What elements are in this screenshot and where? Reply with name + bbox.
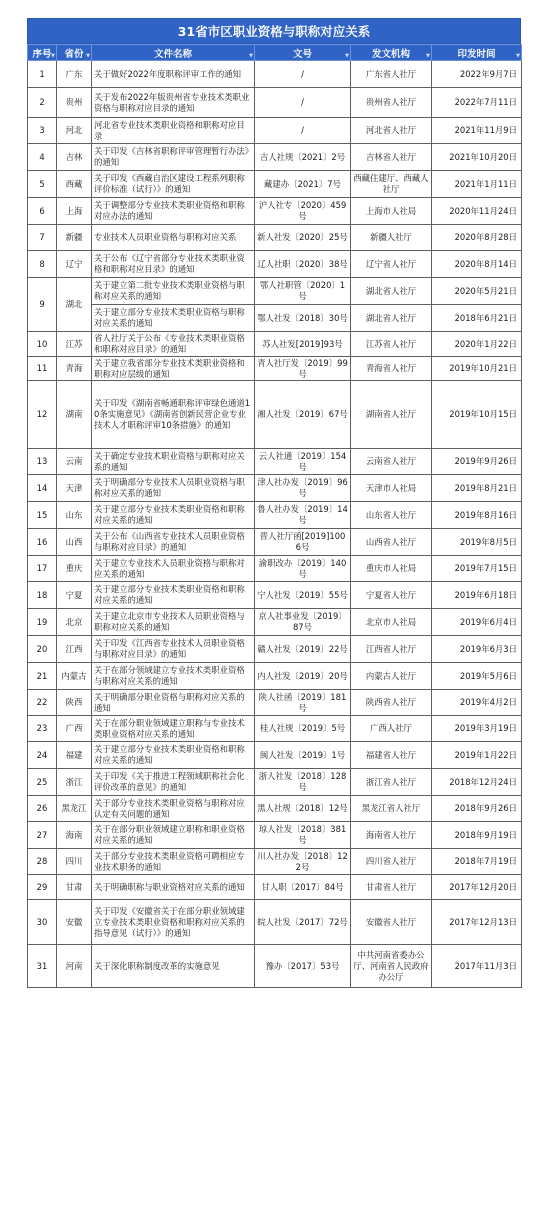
table-row (28, 225, 522, 251)
cell-province[interactable]: 湖南 (57, 381, 92, 449)
cell-province[interactable]: 安徽 (57, 900, 92, 945)
cell-index[interactable]: 17 (28, 556, 57, 582)
cell-document-name[interactable]: 关于印发《江西省专业技术人员职业资格与职称对应目录》的通知 (92, 636, 255, 663)
cell-index[interactable]: 1 (28, 61, 57, 88)
cell-index[interactable]: 27 (28, 822, 57, 849)
cell-issuing-agency[interactable]: 新疆人社厅 (351, 225, 432, 251)
cell-issue-date[interactable]: 2022年7月11日 (432, 88, 522, 118)
cell-index[interactable]: 24 (28, 742, 57, 769)
cell-issuing-agency[interactable]: 上海市人社局 (351, 198, 432, 225)
cell-issue-date[interactable]: 2019年1月22日 (432, 742, 522, 769)
cell-issue-date[interactable]: 2017年11月3日 (432, 945, 522, 988)
cell-issuing-agency[interactable]: 青海省人社厅 (351, 357, 432, 381)
cell-document-name[interactable]: 关于在部分职业领域建立职称和职业资格对应关系的通知 (92, 822, 255, 849)
cell-issuing-agency[interactable]: 内蒙古人社厅 (351, 663, 432, 690)
cell-issue-date[interactable]: 2019年3月19日 (432, 716, 522, 742)
header-index[interactable]: 序号 ▼ (28, 45, 57, 61)
cell-index[interactable]: 19 (28, 609, 57, 636)
header-province[interactable]: 省份 ▼ (57, 45, 92, 61)
cell-issuing-agency[interactable]: 湖北省人社厅 (351, 305, 432, 332)
cell-province[interactable]: 云南 (57, 449, 92, 475)
cell-issue-date[interactable]: 2019年8月16日 (432, 502, 522, 529)
table-row (28, 769, 522, 796)
cell-document-number[interactable]: 桂人社规〔2019〕5号 (255, 716, 351, 742)
cell-document-number[interactable]: 湘人社发〔2019〕67号 (255, 381, 351, 449)
cell-index[interactable]: 28 (28, 849, 57, 875)
cell-document-name[interactable]: 关于调整部分专业技术类职业资格和职称对应办法的通知 (92, 198, 255, 225)
cell-document-number[interactable]: 吉人社规〔2021〕2号 (255, 144, 351, 171)
table-row (28, 381, 522, 449)
cell-index[interactable]: 26 (28, 796, 57, 822)
table-row (28, 582, 522, 609)
cell-issuing-agency[interactable]: 贵州省人社厅 (351, 88, 432, 118)
cell-document-name[interactable]: 关于明确部分职业资格与职称对应关系的通知 (92, 690, 255, 716)
cell-document-name[interactable]: 关于确定专业技术职业资格与职称对应关系的通知 (92, 449, 255, 475)
table-row (28, 305, 522, 332)
cell-document-number[interactable]: 云人社通〔2019〕154号 (255, 449, 351, 475)
cell-issue-date[interactable]: 2019年4月2日 (432, 690, 522, 716)
cell-document-name[interactable]: 关于印发《西藏自治区建设工程系列职称评价标准（试行）》的通知 (92, 171, 255, 198)
table-row (28, 663, 522, 690)
cell-issue-date[interactable]: 2020年8月14日 (432, 251, 522, 278)
cell-province[interactable]: 广西 (57, 716, 92, 742)
cell-document-number[interactable]: 闽人社发〔2019〕1号 (255, 742, 351, 769)
cell-document-name[interactable]: 关于印发《湖南省畅通职称评审绿色通道10条实施意见》《湖南省创新民营企业专业技术人才职称评审10条措施》的通知 (92, 381, 255, 449)
cell-index[interactable]: 8 (28, 251, 57, 278)
table-row (28, 556, 522, 582)
cell-issue-date[interactable]: 2021年10月20日 (432, 144, 522, 171)
table-row (28, 332, 522, 357)
cell-document-number[interactable]: 青人社厅发〔2019〕99号 (255, 357, 351, 381)
cell-issue-date[interactable]: 2018年12月24日 (432, 769, 522, 796)
table-row (28, 529, 522, 556)
cell-issuing-agency[interactable]: 福建省人社厅 (351, 742, 432, 769)
cell-document-name[interactable]: 关于在部分职业领域建立职称与专业技术类职业资格对应关系的通知 (92, 716, 255, 742)
cell-issuing-agency[interactable]: 北京市人社局 (351, 609, 432, 636)
cell-document-number[interactable]: 苏人社发[2019]93号 (255, 332, 351, 357)
header-row (28, 45, 522, 61)
filter-dropdown-icon[interactable]: ▼ (86, 53, 90, 59)
cell-index[interactable]: 9 (28, 278, 57, 332)
cell-province[interactable]: 海南 (57, 822, 92, 849)
cell-province[interactable]: 贵州 (57, 88, 92, 118)
cell-document-number[interactable]: / (255, 88, 351, 118)
table-row (28, 475, 522, 502)
cell-document-name[interactable]: 关于建立部分专业技术类职业资格与职称对应关系的通知 (92, 305, 255, 332)
cell-index[interactable]: 22 (28, 690, 57, 716)
cell-issuing-agency[interactable]: 湖南省人社厅 (351, 381, 432, 449)
cell-province[interactable]: 江苏 (57, 332, 92, 357)
cell-province[interactable]: 新疆 (57, 225, 92, 251)
cell-document-name[interactable]: 关于部分专业技术类职业资格可聘相应专业技术职务的通知 (92, 849, 255, 875)
table-row (28, 88, 522, 118)
cell-issue-date[interactable]: 2020年1月22日 (432, 332, 522, 357)
cell-issue-date[interactable]: 2018年6月21日 (432, 305, 522, 332)
cell-province[interactable]: 内蒙古 (57, 663, 92, 690)
cell-issue-date[interactable]: 2017年12月20日 (432, 875, 522, 900)
cell-issue-date[interactable]: 2018年9月26日 (432, 796, 522, 822)
cell-issue-date[interactable]: 2017年12月13日 (432, 900, 522, 945)
cell-province[interactable]: 重庆 (57, 556, 92, 582)
cell-document-name[interactable]: 关于明确部分专业技术人员职业资格与职称对应关系的通知 (92, 475, 255, 502)
cell-province[interactable]: 宁夏 (57, 582, 92, 609)
cell-issuing-agency[interactable]: 广东省人社厅 (351, 61, 432, 88)
cell-document-number[interactable]: 晋人社厅函[2019]1006号 (255, 529, 351, 556)
cell-issuing-agency[interactable]: 湖北省人社厅 (351, 278, 432, 305)
header-issuing-agency[interactable]: 发文机构 ▼ (351, 45, 432, 61)
cell-province[interactable]: 山西 (57, 529, 92, 556)
cell-issue-date[interactable]: 2019年10月21日 (432, 357, 522, 381)
table-row (28, 849, 522, 875)
cell-index[interactable]: 2 (28, 88, 57, 118)
cell-province[interactable]: 山东 (57, 502, 92, 529)
cell-province[interactable]: 西藏 (57, 171, 92, 198)
cell-document-name[interactable]: 河北省专业技术类职业资格和职称对应目录 (92, 118, 255, 144)
cell-index[interactable]: 12 (28, 381, 57, 449)
cell-index[interactable]: 5 (28, 171, 57, 198)
cell-province[interactable]: 江西 (57, 636, 92, 663)
table-row (28, 822, 522, 849)
cell-issue-date[interactable]: 2018年9月19日 (432, 822, 522, 849)
table-row (28, 198, 522, 225)
cell-province[interactable]: 天津 (57, 475, 92, 502)
cell-document-name[interactable]: 关于在部分领域建立专业技术类职业资格与职称对应关系的通知 (92, 663, 255, 690)
qualification-table (27, 44, 522, 988)
cell-issuing-agency[interactable]: 甘肃省人社厅 (351, 875, 432, 900)
cell-issuing-agency[interactable]: 浙江省人社厅 (351, 769, 432, 796)
filter-dropdown-icon[interactable]: ▼ (51, 53, 55, 59)
table-row (28, 636, 522, 663)
cell-province[interactable]: 河南 (57, 945, 92, 988)
cell-index[interactable]: 6 (28, 198, 57, 225)
cell-issue-date[interactable]: 2019年7月15日 (432, 556, 522, 582)
cell-issuing-agency[interactable]: 河北省人社厅 (351, 118, 432, 144)
filter-dropdown-icon[interactable]: ▼ (249, 53, 253, 59)
cell-index[interactable]: 14 (28, 475, 57, 502)
cell-issue-date[interactable]: 2021年1月11日 (432, 171, 522, 198)
table-row (28, 609, 522, 636)
cell-index[interactable]: 30 (28, 900, 57, 945)
cell-document-number[interactable]: / (255, 61, 351, 88)
cell-index[interactable]: 3 (28, 118, 57, 144)
header-document-number[interactable]: 文号 ▼ (255, 45, 351, 61)
cell-index[interactable]: 10 (28, 332, 57, 357)
cell-document-name[interactable]: 关于印发《吉林省职称评审管理暂行办法》的通知 (92, 144, 255, 171)
table-row (28, 690, 522, 716)
cell-document-number[interactable]: 鄂人社发〔2018〕30号 (255, 305, 351, 332)
filter-dropdown-icon[interactable]: ▼ (345, 53, 349, 59)
cell-document-name[interactable]: 关于发布2022年版贵州省专业技术类职业资格与职称对应目录的通知 (92, 88, 255, 118)
cell-document-number[interactable]: 川人社办发〔2018〕122号 (255, 849, 351, 875)
cell-issuing-agency[interactable]: 宁夏省人社厅 (351, 582, 432, 609)
cell-document-number[interactable]: 黑人社规〔2018〕12号 (255, 796, 351, 822)
cell-province[interactable]: 青海 (57, 357, 92, 381)
cell-issuing-agency[interactable]: 重庆市人社局 (351, 556, 432, 582)
cell-index[interactable]: 4 (28, 144, 57, 171)
cell-document-number[interactable]: 渝职改办〔2019〕140号 (255, 556, 351, 582)
cell-document-name[interactable]: 关于建立专业技术人员职业资格与职称对应关系的通知 (92, 556, 255, 582)
table-row (28, 502, 522, 529)
cell-document-number[interactable]: 陕人社函〔2019〕181号 (255, 690, 351, 716)
cell-document-number[interactable]: 皖人社发〔2017〕72号 (255, 900, 351, 945)
cell-province[interactable]: 福建 (57, 742, 92, 769)
cell-document-number[interactable]: 浙人社发〔2018〕128号 (255, 769, 351, 796)
cell-document-number[interactable]: 京人社事业发〔2019〕87号 (255, 609, 351, 636)
cell-issue-date[interactable]: 2020年11月24日 (432, 198, 522, 225)
table-row (28, 716, 522, 742)
cell-issue-date[interactable]: 2020年8月28日 (432, 225, 522, 251)
cell-index[interactable]: 23 (28, 716, 57, 742)
header-issue-date[interactable]: 印发时间 ▼ (432, 45, 522, 61)
cell-issuing-agency[interactable]: 安徽省人社厅 (351, 900, 432, 945)
cell-document-number[interactable]: 赣人社发〔2019〕22号 (255, 636, 351, 663)
cell-document-number[interactable]: 甘人职〔2017〕84号 (255, 875, 351, 900)
cell-index[interactable]: 21 (28, 663, 57, 690)
cell-issuing-agency[interactable]: 山西省人社厅 (351, 529, 432, 556)
cell-document-name[interactable]: 专业技术人员职业资格与职称对应关系 (92, 225, 255, 251)
cell-index[interactable]: 11 (28, 357, 57, 381)
table-row (28, 357, 522, 381)
cell-province[interactable]: 甘肃 (57, 875, 92, 900)
cell-document-number[interactable]: 琼人社发〔2018〕381号 (255, 822, 351, 849)
cell-document-number[interactable]: / (255, 118, 351, 144)
cell-document-name[interactable]: 关于公布《辽宁省部分专业技术类职业资格和职称对应目录》的通知 (92, 251, 255, 278)
cell-province[interactable]: 北京 (57, 609, 92, 636)
cell-document-name[interactable]: 关于建立我省部分专业技术类职业资格和职称对应层级的通知 (92, 357, 255, 381)
cell-document-name[interactable]: 关于建立部分专业技术类职业资格和职称对应关系的通知 (92, 582, 255, 609)
cell-province[interactable]: 湖北 (57, 278, 92, 332)
table-row (28, 945, 522, 988)
cell-issue-date[interactable]: 2019年5月6日 (432, 663, 522, 690)
cell-document-name[interactable]: 关于建立部分专业技术类职业资格和职称对应关系的通知 (92, 742, 255, 769)
cell-document-number[interactable]: 沪人社专〔2020〕459号 (255, 198, 351, 225)
cell-index[interactable]: 25 (28, 769, 57, 796)
table-row (28, 796, 522, 822)
cell-issuing-agency[interactable]: 辽宁省人社厅 (351, 251, 432, 278)
table-row (28, 449, 522, 475)
cell-document-number[interactable]: 新人社发〔2020〕25号 (255, 225, 351, 251)
table-body (28, 61, 522, 988)
cell-document-name[interactable]: 关于深化职称制度改革的实施意见 (92, 945, 255, 988)
table-row (28, 742, 522, 769)
cell-document-name[interactable]: 关于做好2022年度职称评审工作的通知 (92, 61, 255, 88)
cell-issue-date[interactable]: 2019年8月21日 (432, 475, 522, 502)
cell-issuing-agency[interactable]: 吉林省人社厅 (351, 144, 432, 171)
cell-issue-date[interactable]: 2021年11月9日 (432, 118, 522, 144)
cell-document-name[interactable]: 关于印发《关于推进工程领域职称社会化评价改革的意见》的通知 (92, 769, 255, 796)
cell-document-number[interactable]: 内人社发〔2019〕20号 (255, 663, 351, 690)
cell-index[interactable]: 15 (28, 502, 57, 529)
cell-index[interactable]: 20 (28, 636, 57, 663)
cell-issue-date[interactable]: 2022年9月7日 (432, 61, 522, 88)
cell-issuing-agency[interactable]: 陕西省人社厅 (351, 690, 432, 716)
cell-issue-date[interactable]: 2019年8月5日 (432, 529, 522, 556)
cell-document-number[interactable]: 鲁人社办发〔2019〕14号 (255, 502, 351, 529)
cell-issuing-agency[interactable]: 西藏住建厅、西藏人社厅 (351, 171, 432, 198)
table-row (28, 278, 522, 305)
cell-document-name[interactable]: 关于印发《安徽省关于在部分职业领域建立专业技术类职业资格和职称对应关系的指导意见（试行）》的通知 (92, 900, 255, 945)
cell-index[interactable]: 7 (28, 225, 57, 251)
table-row (28, 171, 522, 198)
cell-province[interactable]: 陕西 (57, 690, 92, 716)
cell-province[interactable]: 黑龙江 (57, 796, 92, 822)
cell-issue-date[interactable]: 2019年9月26日 (432, 449, 522, 475)
cell-document-number[interactable]: 豫办〔2017〕53号 (255, 945, 351, 988)
cell-province[interactable]: 辽宁 (57, 251, 92, 278)
cell-issuing-agency[interactable]: 江苏省人社厅 (351, 332, 432, 357)
table-title: 31省市区职业资格与职称对应关系 (27, 18, 521, 44)
cell-issue-date[interactable]: 2020年5月21日 (432, 278, 522, 305)
cell-document-number[interactable]: 津人社办发〔2019〕96号 (255, 475, 351, 502)
cell-province[interactable]: 广东 (57, 61, 92, 88)
header-document-name[interactable]: 文件名称 ▼ (92, 45, 255, 61)
cell-document-name[interactable]: 关于建立北京市专业技术人员职业资格与职称对应关系的通知 (92, 609, 255, 636)
cell-province[interactable]: 四川 (57, 849, 92, 875)
cell-document-name[interactable]: 关于部分专业技术类职业资格与职称对应认定有关问题的通知 (92, 796, 255, 822)
cell-document-number[interactable]: 宁人社发〔2019〕55号 (255, 582, 351, 609)
cell-index[interactable]: 13 (28, 449, 57, 475)
cell-index[interactable]: 31 (28, 945, 57, 988)
cell-province[interactable]: 浙江 (57, 769, 92, 796)
cell-document-number[interactable]: 辽人社职〔2020〕38号 (255, 251, 351, 278)
table-row (28, 900, 522, 945)
cell-province[interactable]: 河北 (57, 118, 92, 144)
cell-issue-date[interactable]: 2018年7月19日 (432, 849, 522, 875)
cell-issuing-agency[interactable]: 天津市人社局 (351, 475, 432, 502)
cell-issuing-agency[interactable]: 广西人社厅 (351, 716, 432, 742)
cell-index[interactable]: 16 (28, 529, 57, 556)
cell-issuing-agency[interactable]: 海南省人社厅 (351, 822, 432, 849)
cell-issuing-agency[interactable]: 山东省人社厅 (351, 502, 432, 529)
cell-issuing-agency[interactable]: 黑龙江省人社厅 (351, 796, 432, 822)
cell-province[interactable]: 上海 (57, 198, 92, 225)
cell-issue-date[interactable]: 2019年6月4日 (432, 609, 522, 636)
cell-index[interactable]: 29 (28, 875, 57, 900)
cell-issue-date[interactable]: 2019年6月3日 (432, 636, 522, 663)
cell-document-name[interactable]: 关于建立第二批专业技术类职业资格与职称对应关系的通知 (92, 278, 255, 305)
table-row (28, 875, 522, 900)
table-row (28, 118, 522, 144)
cell-province[interactable]: 吉林 (57, 144, 92, 171)
filter-dropdown-icon[interactable]: ▼ (516, 53, 520, 59)
spreadsheet (27, 18, 521, 988)
table-row (28, 251, 522, 278)
cell-document-name[interactable]: 省人社厅关于公布《专业技术类职业资格和职称对应目录》的通知 (92, 332, 255, 357)
cell-document-name[interactable]: 关于明确职称与职业资格对应关系的通知 (92, 875, 255, 900)
cell-document-number[interactable]: 鄂人社职管〔2020〕1号 (255, 278, 351, 305)
cell-issue-date[interactable]: 2019年10月15日 (432, 381, 522, 449)
cell-issuing-agency[interactable]: 四川省人社厅 (351, 849, 432, 875)
table-row (28, 144, 522, 171)
cell-document-number[interactable]: 藏建办〔2021〕7号 (255, 171, 351, 198)
cell-document-name[interactable]: 关于公布《山西省专业技术人员职业资格与职称对应目录》的通知 (92, 529, 255, 556)
table-row (28, 61, 522, 88)
filter-dropdown-icon[interactable]: ▼ (426, 53, 430, 59)
cell-issuing-agency[interactable]: 中共河南省委办公厅、河南省人民政府办公厅 (351, 945, 432, 988)
cell-index[interactable]: 18 (28, 582, 57, 609)
cell-issuing-agency[interactable]: 江西省人社厅 (351, 636, 432, 663)
cell-issue-date[interactable]: 2019年6月18日 (432, 582, 522, 609)
cell-issuing-agency[interactable]: 云南省人社厅 (351, 449, 432, 475)
cell-document-name[interactable]: 关于建立部分专业技术类职业资格和职称对应关系的通知 (92, 502, 255, 529)
